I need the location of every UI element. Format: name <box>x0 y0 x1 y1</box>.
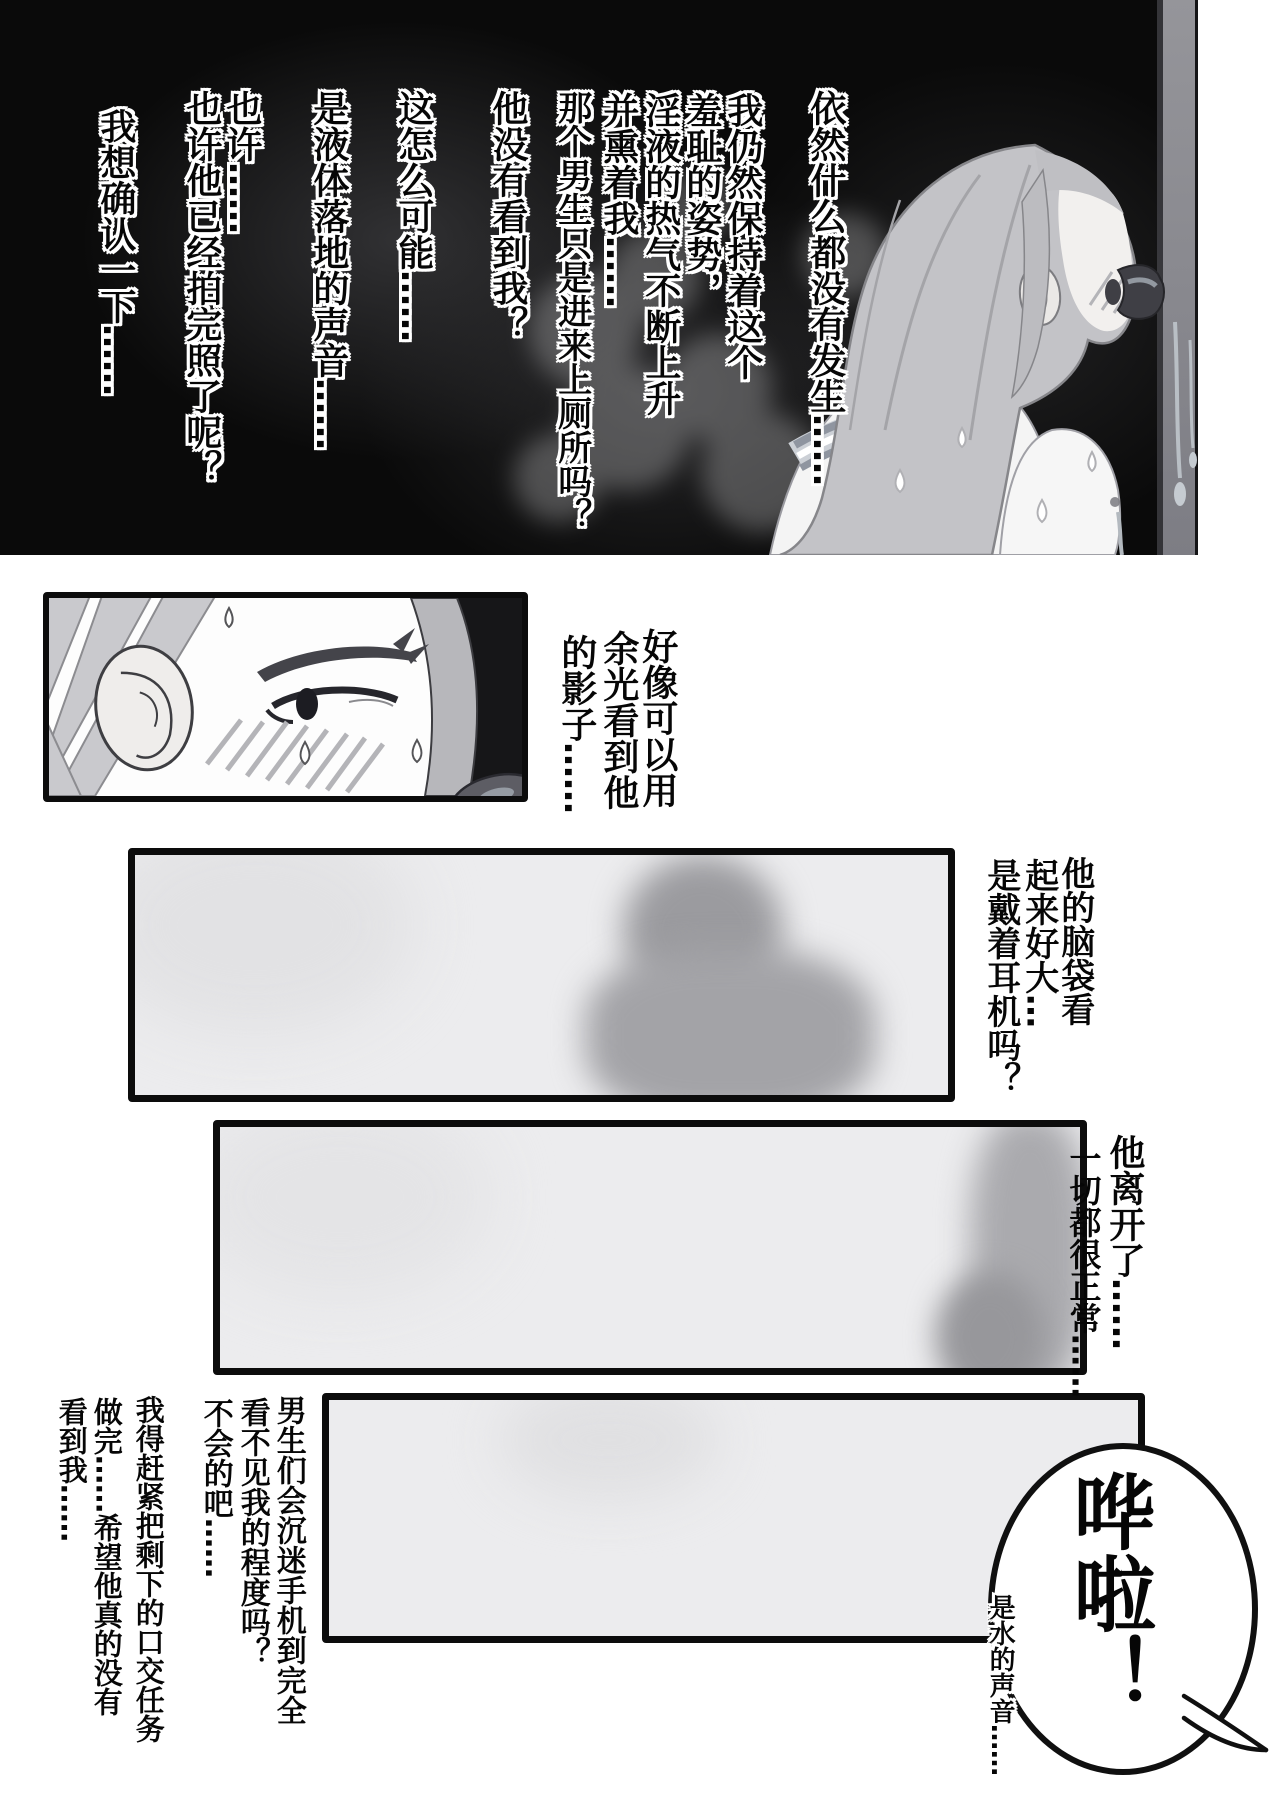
panel3-side-col-2: 起来好大… <box>1018 858 1059 1028</box>
panel1-col-2: 我仍然保持着这个 <box>721 92 763 380</box>
panel5-side-col-1: 男生们会沉迷手机到完全 <box>270 1395 306 1725</box>
panel1-col-11: 也许他已经拍完照了呢？ <box>180 90 222 486</box>
pupil <box>296 688 318 720</box>
panel1-col-5: 并熏着我…… <box>597 92 639 308</box>
bubble-caption-text: 是水的声音…… <box>985 1594 1016 1776</box>
panel2-side-col-2: 余光看到他 <box>597 630 639 810</box>
panel1-col-12: 我想确认一下…… <box>94 108 136 396</box>
light-wash <box>128 848 415 1035</box>
panel1-col-4: 淫液的热气不断上升 <box>639 92 681 416</box>
panel1-col-1: 依然什么都没有发生…… <box>804 90 846 486</box>
panel3-side-col-1: 他的脑袋看 <box>1054 856 1095 1026</box>
panel1-col-7: 他没有看到我？ <box>486 90 528 342</box>
panel-3-blurred-view <box>128 848 955 1102</box>
bubble-sfx-text: 哗啦！ <box>1060 1470 1156 1716</box>
footer-col-3: 看到我…… <box>54 1397 89 1542</box>
footer-col-1: 我得赶紧把剩下的口交任务 <box>131 1395 166 1743</box>
blurred-figure-body <box>585 950 875 1102</box>
panel1-col-6: 那个男生只是进来上厕所吗？ <box>551 90 592 532</box>
panel1-col-9: 是液体落地的声音…… <box>307 90 349 450</box>
panel2-side-col-1: 好像可以用 <box>636 628 678 808</box>
panel-4-blurred-view <box>213 1120 1087 1375</box>
footer-col-2: 做完……希望他真的没有 <box>89 1397 124 1716</box>
panel4-side-col-2: 一切都很正常…… <box>1064 1142 1103 1398</box>
light-wash <box>499 1393 719 1500</box>
panel1-col-3: 羞耻的姿势， <box>680 92 722 308</box>
wall-outline <box>1195 0 1198 555</box>
panel2-side-col-3: 的影子…… <box>555 634 597 814</box>
panel1-col-10: 也许…… <box>220 90 262 234</box>
panel1-col-8: 这怎么可能…… <box>392 90 434 342</box>
speech-bubble-tail <box>1180 1684 1275 1759</box>
light-wash <box>213 1120 490 1297</box>
panel4-side-col-1: 他离开了…… <box>1103 1134 1145 1350</box>
panel-2-face-closeup <box>43 592 528 802</box>
panel5-side-col-2: 看不见我的程度吗？ <box>234 1397 270 1667</box>
panel5-side-col-3: 不会的吧…… <box>197 1398 233 1578</box>
panel3-side-col-3: 是戴着耳机吗？ <box>980 858 1021 1096</box>
panel-2-artwork <box>49 598 522 796</box>
